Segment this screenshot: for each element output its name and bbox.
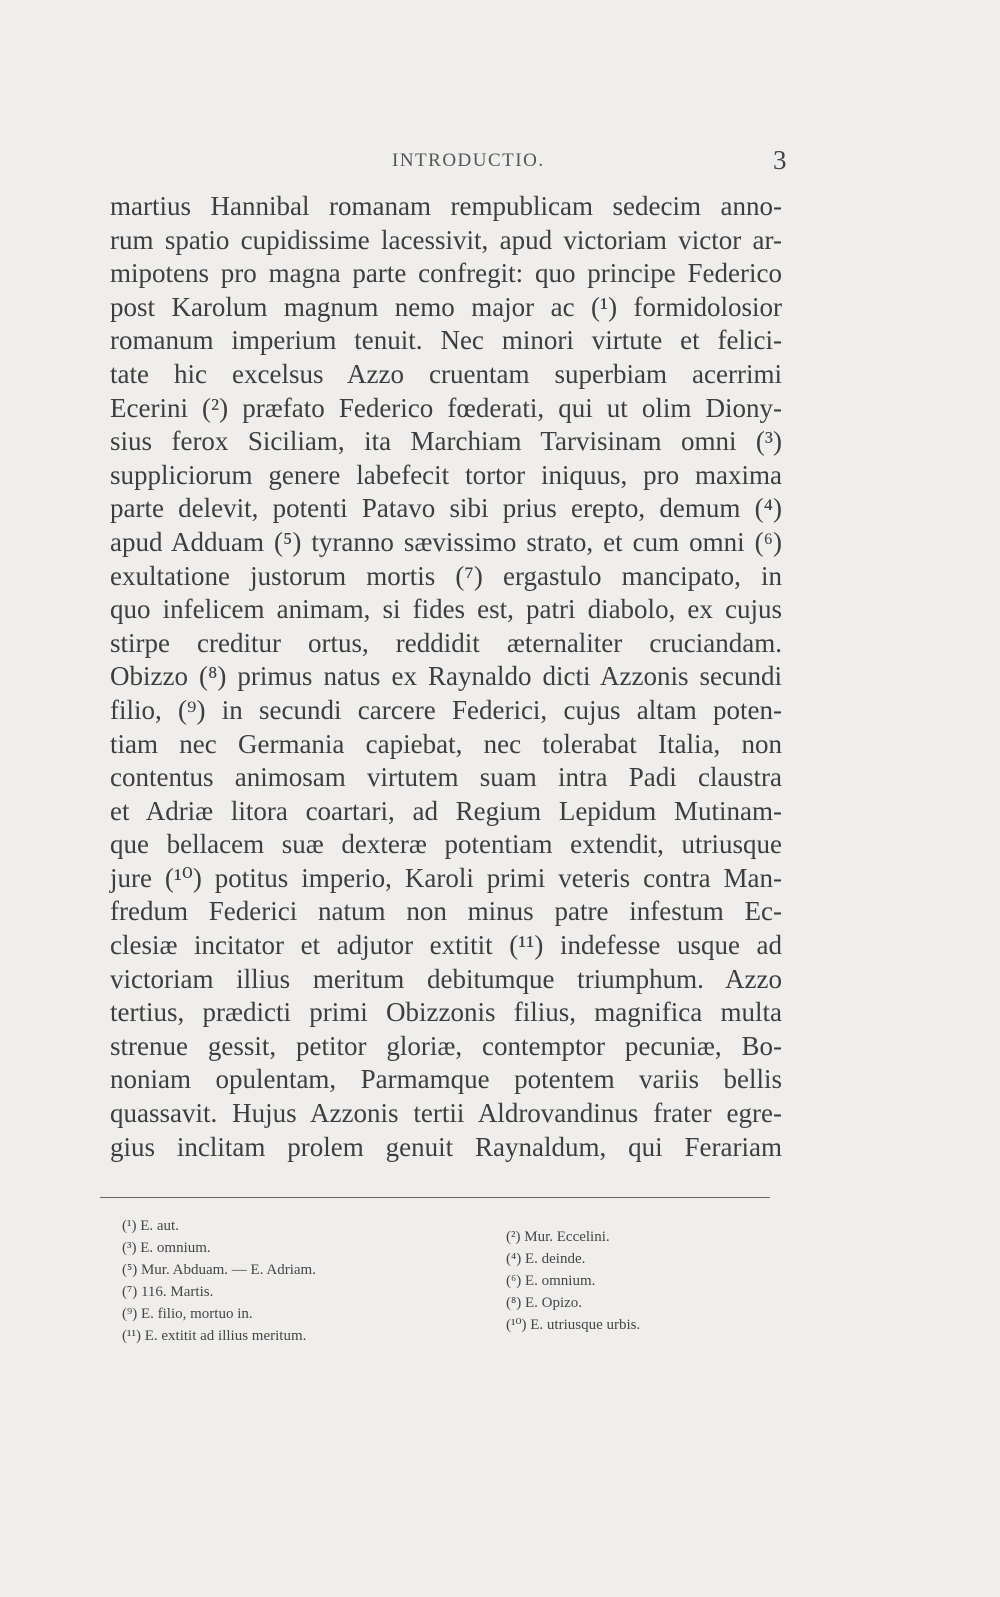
text-line: martius Hannibal romanam rempublicam sedecim anno- — [110, 191, 782, 221]
text-line: exultatione justorum mortis (⁷) ergastulo mancipato, in — [110, 560, 782, 591]
footnote: (⁷) 116. Martis. — [122, 1284, 214, 1300]
text-line: fredum Federici natum non minus patre infestum Ec- — [110, 896, 782, 927]
text-line: noniam opulentam, Parmamque potentem variis bellis — [110, 1064, 782, 1095]
footnote: (⁵) Mur. Abduam. — E. Adriam. — [122, 1262, 316, 1278]
text-line: stirpe creditur ortus, reddidit æternaliter cruciandam. — [110, 627, 782, 658]
text-line: Ecerini (²) præfato Federico fœderati, qui ut olim Diony- — [110, 392, 782, 423]
text-line: que bellacem suæ dexteræ potentiam extendit, utriusque — [110, 829, 782, 860]
footnote: (⁶) E. omnium. — [506, 1273, 596, 1289]
text-line: clesiæ incitator et adjutor extitit (¹¹) indefesse usque ad — [110, 930, 782, 961]
body-text — [110, 190, 782, 1164]
text-line: sius ferox Siciliam, ita Marchiam Tarvisinam omni (³) — [110, 426, 782, 457]
footnote: (²) Mur. Eccelini. — [506, 1229, 610, 1245]
text-line: tiam nec Germania capiebat, nec tolerabat Italia, non — [110, 728, 782, 759]
text-line: rum spatio cupidissime lacessivit, apud victoriam victor ar- — [110, 224, 782, 255]
footnote: (⁴) E. deinde. — [506, 1251, 586, 1267]
footnote: (¹) E. aut. — [122, 1218, 179, 1234]
footnote: (³) E. omnium. — [122, 1240, 211, 1256]
text-line: strenue gessit, petitor gloriæ, contemptor pecuniæ, Bo- — [110, 1030, 782, 1061]
footnotes-left-column — [122, 1215, 316, 1347]
text-line: filio, (⁹) in secundi carcere Federici, cujus altam poten- — [110, 694, 782, 725]
text-line: tate hic excelsus Azzo cruentam superbiam acerrimi — [110, 358, 782, 389]
running-header: INTRODUCTIO. — [392, 150, 545, 171]
text-line: parte delevit, potenti Patavo sibi prius erepto, demum (⁴) — [110, 493, 782, 524]
footnotes-right-column — [506, 1226, 640, 1336]
page-number: 3 — [773, 145, 787, 175]
text-line: jure (¹⁰) potitus imperio, Karoli primi veteris contra Man- — [110, 862, 782, 893]
footnote: (⁸) E. Opizo. — [506, 1295, 583, 1311]
text-line: apud Adduam (⁵) tyranno sævissimo strato, et cum omni (⁶) — [110, 526, 782, 557]
text-line: romanum imperium tenuit. Nec minori virtute et felici- — [110, 325, 782, 356]
footnote: (¹⁰) E. utriusque urbis. — [506, 1317, 641, 1333]
text-line: victoriam illius meritum debitumque triumphum. Azzo — [110, 963, 782, 994]
text-line: quassavit. Hujus Azzonis tertii Aldrovandinus frater egre- — [110, 1098, 782, 1129]
text-line: suppliciorum genere labefecit tortor iniquus, pro maxima — [110, 459, 782, 490]
text-line: contentus animosam virtutem suam intra Padi claustra — [110, 762, 782, 793]
text-line: et Adriæ litora coartari, ad Regium Lepidum Mutinam- — [110, 795, 782, 826]
footnote: (¹¹) E. extitit ad illius meritum. — [122, 1328, 307, 1344]
text-line: mipotens pro magna parte confregit: quo principe Federico — [110, 258, 782, 289]
text-line: quo infelicem animam, si fides est, patri diabolo, ex cujus — [110, 594, 782, 625]
footnote-divider — [100, 1197, 770, 1198]
text-line: post Karolum magnum nemo major ac (¹) formidolosior — [110, 291, 782, 322]
text-line: Obizzo (⁸) primus natus ex Raynaldo dicti Azzonis secundi — [110, 661, 782, 692]
text-line: gius inclitam prolem genuit Raynaldum, qui Ferariam — [110, 1131, 782, 1162]
text-line: tertius, prædicti primi Obizzonis filius, magnifica multa — [110, 997, 782, 1028]
footnote: (⁹) E. filio, mortuo in. — [122, 1306, 253, 1322]
